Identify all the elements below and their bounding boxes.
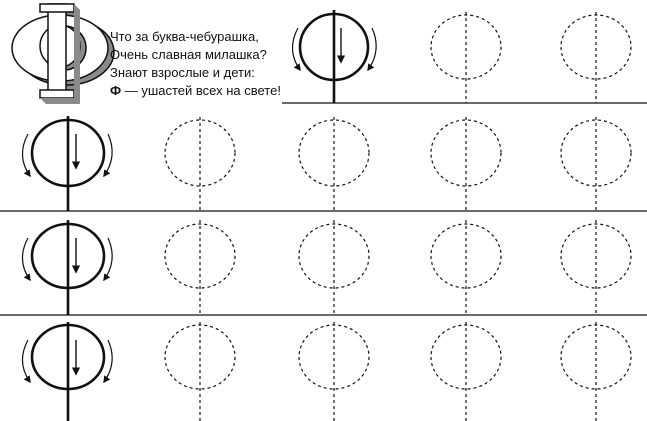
tracing-glyph [431,117,501,211]
poem-line-3: Знают взрослые и дети: [110,65,255,80]
poem-text [110,28,300,100]
tracing-glyph [165,322,235,421]
tracing-glyph [299,322,369,421]
poem-line-2: Очень славная милашка? [110,47,267,62]
poem-line-4-rest: — ушастей всех на свете! [121,83,281,98]
sample-glyph-row-3 [22,220,112,315]
sample-glyph-row-1 [292,10,376,103]
poem-line-4 [110,82,300,100]
tracing-glyph [431,322,501,421]
big-letter-ef-logo [12,4,114,104]
tracing-glyph [299,117,369,211]
sample-glyph-row-4 [22,322,112,421]
tracing-glyph [561,220,631,315]
tracing-glyph [165,220,235,315]
tracing-glyph [561,117,631,211]
poem-line-1: Что за буква-чебурашка, [110,29,259,44]
sample-glyph-row-2 [22,116,112,211]
tracing-glyph [561,12,631,103]
tracing-glyph [299,220,369,315]
tracing-glyph [165,117,235,211]
tracing-glyph [561,322,631,421]
tracing-glyph [431,220,501,315]
tracing-glyph [431,12,501,103]
poem-letter-ef: Ф [110,83,122,98]
